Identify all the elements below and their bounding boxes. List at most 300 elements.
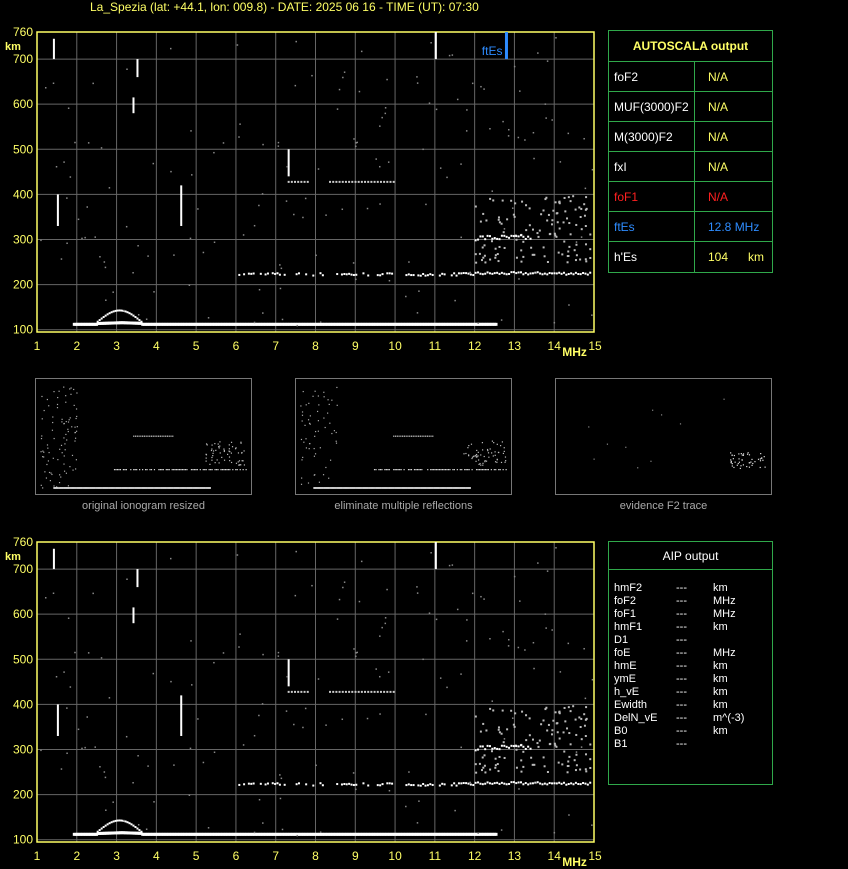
thumb-point (163, 436, 164, 437)
noise-point (94, 746, 96, 748)
thumb-point (324, 396, 325, 397)
noise-point (460, 237, 462, 239)
noise-point (279, 264, 281, 266)
noise-point (293, 214, 295, 216)
second-hop-point (250, 273, 252, 275)
autoscala-separator (694, 152, 695, 181)
second-hop-point (570, 782, 572, 784)
second-hop-point (527, 783, 529, 785)
thumb-point (494, 469, 495, 470)
scatter-point (567, 261, 569, 263)
thumb-point (76, 431, 77, 432)
thumb-point (46, 464, 47, 465)
scatter-point (484, 771, 486, 773)
scatter-point (579, 769, 581, 771)
scatter-point (585, 196, 587, 198)
second-hop-point (353, 274, 355, 276)
thumb-point (240, 442, 241, 443)
second-hop-point (250, 783, 252, 785)
thumb-point (244, 464, 245, 465)
second-hop-point (553, 782, 555, 784)
second-hop-point (558, 272, 560, 274)
second-hop-point (510, 781, 512, 783)
third-hop-point (525, 748, 527, 750)
noise-point (551, 119, 553, 121)
second-hop-point (482, 273, 484, 275)
second-hop-point (556, 272, 558, 274)
thumb-point (314, 456, 315, 457)
thumb-point (228, 469, 229, 470)
thumb-point (72, 470, 73, 471)
noise-point (243, 744, 245, 746)
thumb-point (74, 427, 75, 428)
second-hop-point (305, 783, 307, 785)
aip-row (614, 699, 769, 712)
thumb-point (46, 477, 47, 478)
thumb-point (478, 464, 479, 465)
thumb-point (62, 452, 63, 453)
second-hop-point (580, 273, 582, 275)
thumb-point (743, 453, 744, 454)
third-hop-point (508, 237, 510, 239)
noise-point (318, 678, 320, 680)
x-tick-label: 12 (467, 849, 482, 863)
thumb-point (146, 469, 147, 470)
thumb-point (476, 450, 477, 451)
fragment-point (304, 691, 306, 693)
autoscala-row (609, 92, 772, 122)
streak (136, 569, 138, 587)
noise-point (568, 814, 570, 816)
second-hop-point (312, 275, 314, 277)
second-hop-point (413, 784, 415, 786)
noise-point (555, 547, 557, 549)
thumb-point (222, 469, 223, 470)
es-trace-rise-point (103, 316, 105, 318)
second-hop-point (510, 271, 512, 273)
thumb-point (449, 469, 450, 470)
x-tick-label: 3 (113, 849, 120, 863)
second-hop-point (584, 783, 586, 785)
echo-traces (40, 542, 593, 836)
second-hop-point (382, 273, 384, 275)
thumb-point (211, 457, 212, 458)
scatter-point (544, 255, 546, 257)
noise-point (385, 617, 387, 619)
scatter-point (585, 243, 587, 245)
scatter-point (567, 765, 569, 767)
es-trace-rise-point (129, 822, 131, 824)
thumb-point (203, 469, 204, 470)
scatter-point (561, 763, 563, 765)
thumb-point (118, 469, 119, 470)
noise-point (460, 747, 462, 749)
thumb-point (302, 457, 303, 458)
second-hop-point (537, 271, 539, 273)
scatter-point (489, 708, 491, 710)
second-hop-point (386, 272, 388, 274)
es-trace-rise-point (136, 318, 138, 320)
noise-point (533, 158, 535, 160)
second-hop-point (553, 272, 555, 274)
noise-point (239, 633, 241, 635)
scatter-point (491, 240, 493, 242)
scatter-point (498, 219, 500, 221)
scatter-point (522, 766, 524, 768)
thumb-point (161, 469, 162, 470)
scatter-point (580, 726, 582, 728)
thumb-point (420, 436, 421, 437)
scatter-point (567, 771, 569, 773)
noise-point (40, 750, 42, 752)
noise-point (466, 109, 468, 111)
scatter-point (551, 729, 553, 731)
thumb-point (327, 413, 328, 414)
scatter-point (539, 230, 541, 232)
autoscala-value: N/A (708, 160, 729, 174)
thumb-point (48, 460, 49, 461)
thumb-point (43, 456, 44, 457)
second-hop-point (420, 785, 422, 787)
thumb-point (246, 469, 247, 470)
es-trace-rise-point (138, 829, 140, 831)
thumb-point (61, 419, 62, 420)
scatter-point (578, 206, 580, 208)
es-trace-rise-point (105, 825, 107, 827)
thumb-point (69, 419, 70, 420)
third-hop-point (518, 235, 520, 237)
noise-point (353, 262, 355, 264)
thumb-point (723, 399, 724, 400)
thumb-point (389, 469, 390, 470)
thumb-point (224, 460, 225, 461)
thumb-point (209, 487, 211, 489)
scatter-point (525, 229, 527, 231)
second-hop-point (253, 272, 255, 274)
scatter-point (585, 258, 587, 260)
thumb-point (476, 469, 477, 470)
aip-value: --- (676, 686, 687, 698)
third-hop-point (496, 238, 498, 240)
noise-point (53, 593, 55, 595)
fragment-point (374, 691, 376, 693)
x-tick-label: 14 (547, 849, 561, 863)
thumb-point (650, 461, 651, 462)
scatter-point (567, 760, 569, 762)
scatter-point (484, 261, 486, 263)
noise-point (408, 261, 410, 263)
second-hop-point (441, 273, 443, 275)
thumb-point (154, 469, 155, 470)
thumb-point (308, 403, 309, 404)
scatter-point (552, 720, 554, 722)
thumb-point (179, 469, 180, 470)
noise-point (296, 325, 298, 327)
aip-param: hmF1 (614, 621, 643, 633)
thumb-point (72, 455, 73, 456)
thumb-point (760, 458, 761, 459)
thumb-point (731, 461, 732, 462)
es-trace-point (495, 833, 498, 836)
scatter-point (570, 200, 572, 202)
second-hop-point (482, 783, 484, 785)
second-hop-point (298, 272, 300, 274)
thumb-point (167, 469, 168, 470)
y-tick-label: 500 (12, 142, 33, 157)
es-trace-rise-point (134, 316, 136, 318)
x-tick-label: 5 (192, 339, 200, 353)
noise-point (355, 142, 357, 144)
thumb-point (486, 461, 487, 462)
es-trace-rise-point (125, 820, 127, 822)
scatter-point (484, 765, 486, 767)
thumb-point (224, 450, 225, 451)
noise-point (262, 703, 264, 705)
thumb-point (749, 462, 750, 463)
noise-point (436, 109, 438, 111)
thumb-point (59, 482, 60, 483)
thumbnail-caption: evidence F2 trace (619, 500, 708, 512)
thumb-point (318, 420, 319, 421)
noise-point (66, 197, 68, 199)
second-hop-point (541, 273, 543, 275)
thumb-point (497, 459, 498, 460)
second-hop-point (513, 271, 515, 273)
scatter-point (585, 719, 587, 721)
second-hop-point (348, 273, 350, 275)
thumbnail-ionogram (295, 378, 512, 496)
second-hop-point (549, 782, 551, 784)
scatter-point (516, 257, 518, 259)
thumb-point (493, 442, 494, 443)
thumb-point (503, 453, 504, 454)
thumb-point (223, 469, 224, 470)
thumb-point (485, 469, 486, 470)
thumb-point (44, 410, 45, 411)
thumb-point (416, 436, 417, 437)
autoscala-row (609, 182, 772, 212)
thumb-point (495, 455, 496, 456)
thumb-point (217, 459, 218, 460)
second-hop-point (260, 783, 262, 785)
thumb-point (115, 469, 116, 470)
thumb-point (212, 469, 213, 470)
second-hop-point (253, 782, 255, 784)
second-hop-point (551, 782, 553, 784)
noise-point (86, 716, 88, 718)
aip-unit: MHz (713, 595, 736, 607)
noise-point (425, 204, 427, 206)
scatter-point (570, 233, 572, 235)
noise-point (518, 278, 520, 280)
noise-point (302, 217, 304, 219)
noise-point (223, 652, 225, 654)
second-hop-point (546, 273, 548, 275)
noise-point (375, 158, 377, 160)
second-hop-point (577, 273, 579, 275)
thumb-point (420, 469, 421, 470)
noise-point (555, 37, 557, 39)
noise-point (278, 145, 280, 147)
aip-param: ymE (614, 673, 636, 685)
thumb-point (160, 436, 161, 437)
thumb-point (488, 452, 489, 453)
thumb-point (397, 436, 398, 437)
second-hop-point (465, 272, 467, 274)
thumb-point (49, 472, 50, 473)
second-hop-point (508, 783, 510, 785)
aip-unit: km (713, 660, 728, 672)
noise-point (480, 596, 482, 598)
streak (132, 607, 134, 623)
es-trace-rise-point (99, 829, 101, 831)
noise-point (239, 123, 241, 125)
noise-point (483, 598, 485, 600)
noise-point (416, 586, 418, 588)
aip-param: foF1 (614, 608, 637, 620)
noise-point (518, 788, 520, 790)
noise-point (454, 810, 456, 812)
thumb-point (140, 436, 141, 437)
thumb-point (749, 454, 750, 455)
fragment-point (307, 691, 309, 693)
noise-point (519, 600, 521, 602)
second-hop-point (525, 782, 527, 784)
third-hop-point (515, 745, 517, 747)
noise-point (560, 161, 562, 163)
second-hop-point (422, 273, 424, 275)
scatter-point (482, 723, 484, 725)
thumb-point (173, 469, 174, 470)
noise-point (320, 321, 322, 323)
noise-point (353, 138, 355, 140)
es-trace-rise-point (109, 312, 111, 314)
third-hop-point (530, 748, 532, 750)
noise-point (78, 729, 80, 731)
thumb-point (130, 469, 131, 470)
thumb-point (594, 459, 595, 460)
fragment-point (354, 181, 356, 183)
main-ionogram-chart (0, 24, 605, 360)
thumb-point (758, 459, 759, 460)
second-hop-point (479, 783, 481, 785)
thumb-point (165, 436, 166, 437)
thumb-point (325, 427, 326, 428)
noise-point (405, 296, 407, 298)
thumb-point (74, 440, 75, 441)
scatter-point (498, 729, 500, 731)
second-hop-point (563, 272, 565, 274)
second-hop-point (587, 784, 589, 786)
scatter-point (578, 716, 580, 718)
thumb-point (380, 469, 381, 470)
noise-point (430, 42, 432, 44)
second-hop-point (460, 272, 462, 274)
thumb-point (500, 469, 501, 470)
scatter-point (479, 253, 481, 255)
noise-point (508, 639, 510, 641)
aip-param: h_vE (614, 686, 640, 698)
thumb-point (732, 465, 733, 466)
second-hop-point (573, 273, 575, 275)
noise-point (315, 255, 317, 257)
aip-value: --- (676, 673, 687, 685)
second-hop-point (589, 272, 591, 274)
thumb-point (487, 449, 488, 450)
thumb-point (483, 469, 484, 470)
thumb-point (461, 469, 462, 470)
aip-unit: km (713, 699, 728, 711)
second-hop-point (515, 272, 517, 274)
thumb-point (227, 454, 228, 455)
third-hop-point (518, 745, 520, 747)
third-hop-point (530, 238, 532, 240)
thumbnail-caption: eliminate multiple reflections (334, 500, 473, 512)
thumb-point (748, 452, 749, 453)
noise-point (258, 715, 260, 717)
thumb-point (138, 436, 139, 437)
thumb-point (414, 436, 415, 437)
noise-point (56, 676, 58, 678)
x-tick-label: 15 (588, 339, 602, 353)
aip-param: hmE (614, 660, 637, 672)
second-hop-point (501, 272, 503, 274)
noise-point (278, 142, 280, 144)
thumb-point (607, 444, 608, 445)
aip-row (614, 582, 769, 595)
scatter-point (563, 751, 565, 753)
x-tick-label: 9 (351, 339, 359, 353)
scatter-point (589, 767, 591, 769)
noise-point (440, 167, 442, 169)
second-hop-point (417, 784, 419, 786)
second-hop-point (284, 784, 286, 786)
thumb-point (302, 411, 303, 412)
second-hop-point (494, 782, 496, 784)
fragment-point (393, 181, 395, 183)
thumb-point (172, 469, 173, 470)
noise-point (262, 822, 264, 824)
noise-point (501, 319, 503, 321)
aip-value: --- (676, 660, 687, 672)
thumb-point (329, 404, 330, 405)
thumb-point (57, 397, 58, 398)
noise-point (388, 161, 390, 163)
thumb-point (492, 441, 493, 442)
thumb-point (50, 472, 51, 473)
aip-row (614, 608, 769, 621)
thumb-point (53, 485, 54, 486)
thumb-point (139, 469, 140, 470)
noise-point (70, 176, 72, 178)
scatter-point (525, 204, 527, 206)
scatter-point (495, 254, 497, 256)
thumb-point (301, 477, 302, 478)
es-trace-rise-point (121, 310, 123, 312)
thumb-point (149, 436, 150, 437)
fragment-point (332, 181, 334, 183)
x-tick-label: 11 (428, 339, 442, 353)
thumb-point (306, 404, 307, 405)
thumb-point (310, 415, 311, 416)
fragment-point (358, 691, 360, 693)
fragment-point (383, 691, 385, 693)
noise-point (386, 79, 388, 81)
thumb-point (156, 436, 157, 437)
thumbnail-ionogram (555, 378, 772, 496)
noise-point (320, 831, 322, 833)
thumb-point (486, 469, 487, 470)
